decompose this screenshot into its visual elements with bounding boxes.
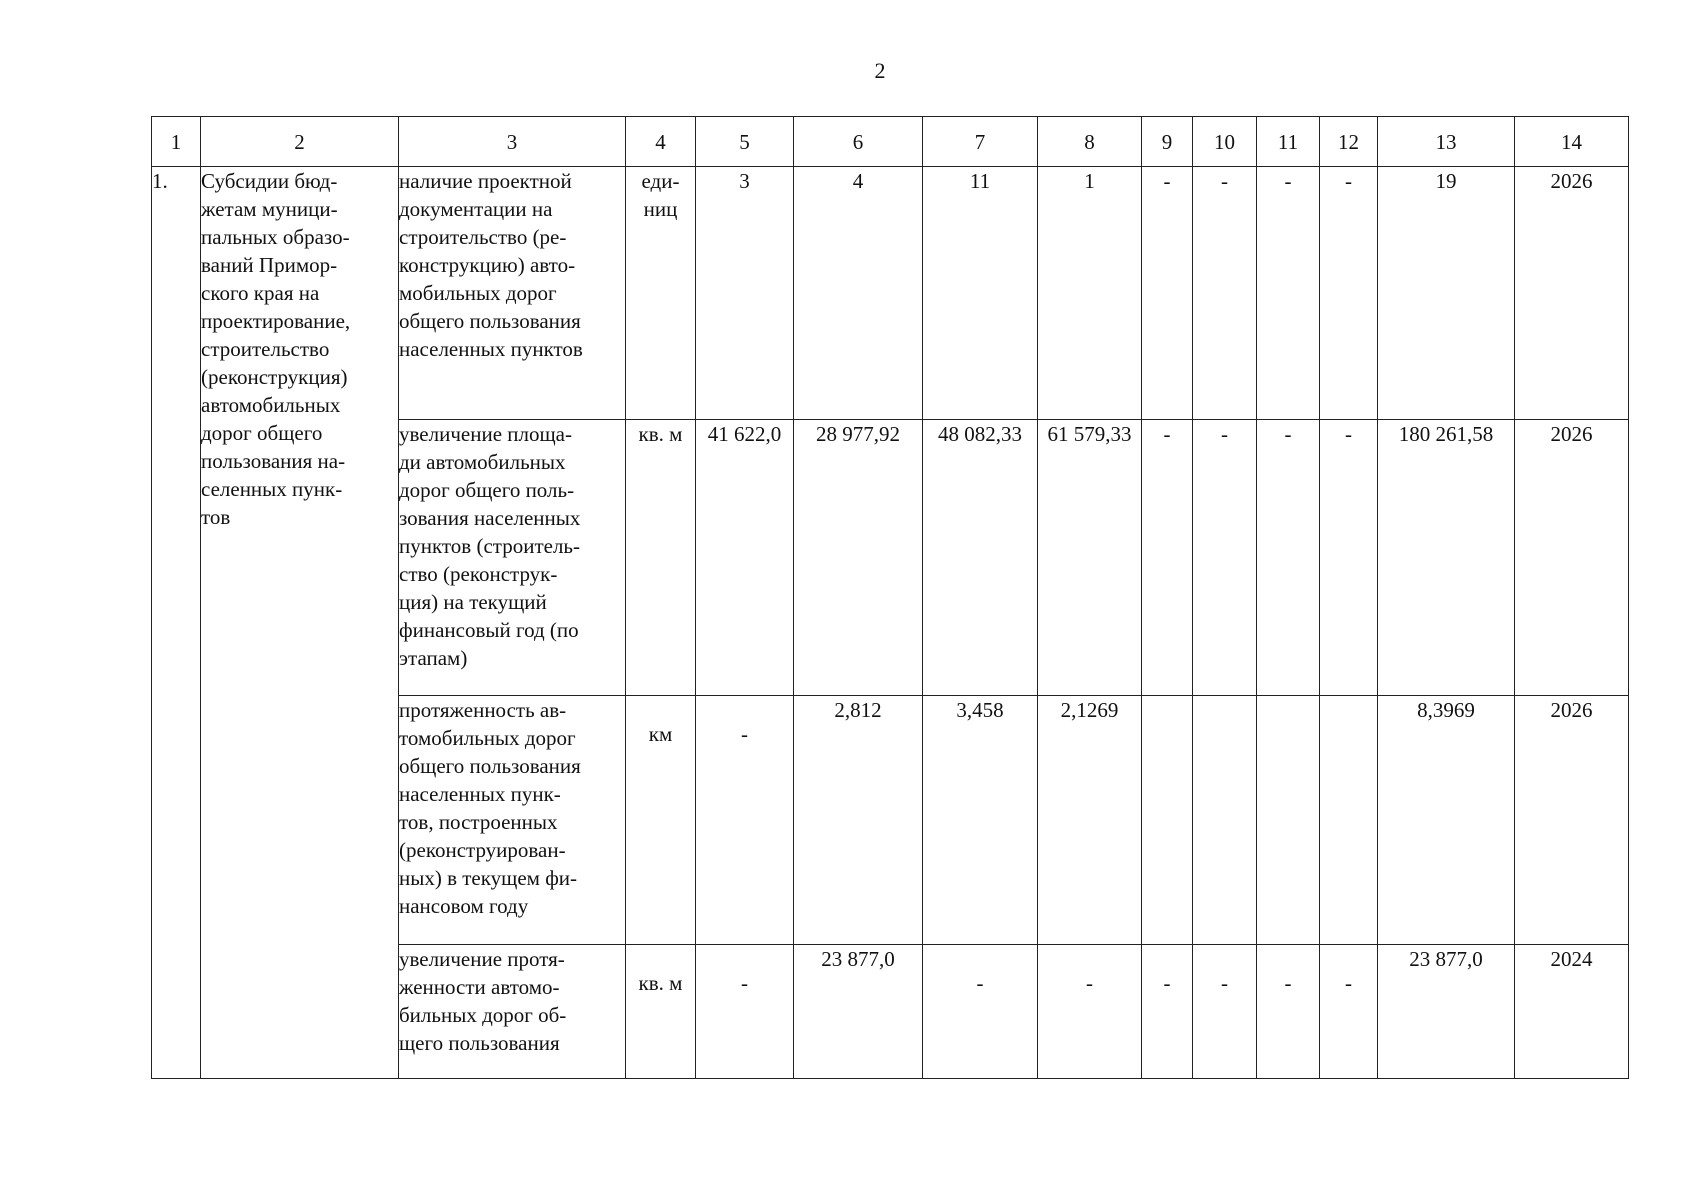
value-cell: 2,1269 <box>1038 696 1142 945</box>
value-cell: - <box>1193 420 1257 696</box>
column-header: 12 <box>1320 117 1378 167</box>
value-cell: - <box>1193 945 1257 1079</box>
column-numbers-row <box>152 117 1629 167</box>
year-cell: 2026 <box>1515 420 1629 696</box>
value-cell: 2,812 <box>794 696 923 945</box>
value-cell: 11 <box>923 167 1038 420</box>
year-cell: 2024 <box>1515 945 1629 1079</box>
indicator-unit: кв. м <box>626 945 696 1079</box>
value-cell: 3,458 <box>923 696 1038 945</box>
total-cell: 19 <box>1378 167 1515 420</box>
value-cell <box>1193 696 1257 945</box>
total-cell: 8,3969 <box>1378 696 1515 945</box>
value-cell: - <box>1193 167 1257 420</box>
value-cell: - <box>1320 945 1378 1079</box>
column-header: 6 <box>794 117 923 167</box>
year-cell: 2026 <box>1515 167 1629 420</box>
column-header: 10 <box>1193 117 1257 167</box>
value-cell: - <box>1142 167 1193 420</box>
value-cell: 23 877,0 <box>794 945 923 1079</box>
indicator-text: увеличение площа- ди автомобильных дорог общего поль- зования населенных пунктов (строитель- ство (реконструк- ция) на текущий финансовый год (по этапам) <box>399 420 626 696</box>
indicator-text: наличие проектной документации на строительство (ре- конструкцию) авто- мобильных дорог общего пользования населенных пунктов <box>399 167 626 420</box>
indicator-text: протяженность ав- томобильных дорог общего пользования населенных пунк- тов, построенных (реконструирован- ных) в текущем фи- нансовом году <box>399 696 626 945</box>
column-header: 4 <box>626 117 696 167</box>
value-cell <box>1257 696 1320 945</box>
indicator-unit: км <box>626 696 696 945</box>
year-cell: 2026 <box>1515 696 1629 945</box>
total-cell: 23 877,0 <box>1378 945 1515 1079</box>
column-header: 11 <box>1257 117 1320 167</box>
indicator-text: увеличение протя- женности автомо- бильных дорог об- щего пользования <box>399 945 626 1079</box>
value-cell: - <box>1142 420 1193 696</box>
value-cell: 41 622,0 <box>696 420 794 696</box>
value-cell: - <box>696 696 794 945</box>
column-header: 5 <box>696 117 794 167</box>
row-number: 1. <box>152 167 201 1079</box>
value-cell: - <box>1320 420 1378 696</box>
indicator-unit: кв. м <box>626 420 696 696</box>
column-header: 1 <box>152 117 201 167</box>
indicators-table <box>151 116 1629 1079</box>
value-cell: 28 977,92 <box>794 420 923 696</box>
value-cell: - <box>923 945 1038 1079</box>
value-cell: - <box>1320 167 1378 420</box>
column-header: 2 <box>201 117 399 167</box>
indicator-unit: еди- ниц <box>626 167 696 420</box>
value-cell: 1 <box>1038 167 1142 420</box>
value-cell: 48 082,33 <box>923 420 1038 696</box>
value-cell <box>1142 696 1193 945</box>
total-cell: 180 261,58 <box>1378 420 1515 696</box>
column-header: 3 <box>399 117 626 167</box>
column-header: 8 <box>1038 117 1142 167</box>
value-cell: - <box>1257 945 1320 1079</box>
column-header: 13 <box>1378 117 1515 167</box>
column-header: 7 <box>923 117 1038 167</box>
page-number: 2 <box>874 58 886 83</box>
value-cell: - <box>1038 945 1142 1079</box>
measure-name: Субсидии бюд- жетам муници- пальных образо- ваний Примор- ского края на проектирование, строительство (реконструкция) автомобильных дорог общего пользования на- селенных пунк- тов <box>201 167 399 1079</box>
value-cell: - <box>696 945 794 1079</box>
table-row <box>152 167 1629 420</box>
value-cell: 4 <box>794 167 923 420</box>
value-cell <box>1320 696 1378 945</box>
value-cell: - <box>1257 420 1320 696</box>
column-header: 9 <box>1142 117 1193 167</box>
value-cell: 61 579,33 <box>1038 420 1142 696</box>
value-cell: 3 <box>696 167 794 420</box>
value-cell: - <box>1257 167 1320 420</box>
value-cell: - <box>1142 945 1193 1079</box>
column-header: 14 <box>1515 117 1629 167</box>
